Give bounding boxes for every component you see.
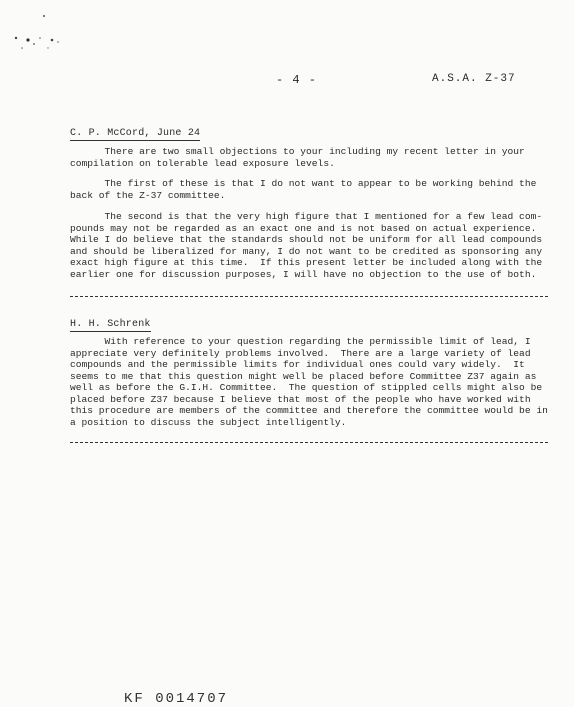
- paragraph-text: With reference to your question regarding the permissible limit of lead, I appreciate very definitely problems involved. There are a large variety of lead compounds and the permissible limits for individual ones could vary widely. It seems to me that this question might well be placed before Committee Z37 again as well as before the G.I.H. Committee. The question of stippled cells might also be placed before Z37 because I believe that most of the people who have worked with this procedure are members of the committee and therefore the committee would be in a position to discuss the subject intelligently.: [70, 336, 548, 428]
- paragraph: [70, 146, 550, 169]
- dashed-divider: [70, 442, 548, 443]
- page-number: - 4 -: [276, 73, 318, 87]
- paragraph-text: The first of these is that I do not want to appear to be working behind the back of the Z-37 committee.: [70, 178, 537, 201]
- scan-specks: [8, 10, 68, 60]
- section-author: H. H. Schrenk: [70, 319, 151, 330]
- document-reference: A.S.A. Z-37: [432, 73, 516, 85]
- paragraph: [70, 211, 550, 280]
- paragraph-text: The second is that the very high figure that I mentioned for a few lead com- pounds may not be regarded as an exact one and is not based on actual experience. While I do believe that the standards should not be uniform for all lead compounds and should be liberalized for many, I do not want to be credited as sponsoring any exact high figure at this time. If this present letter be included along with the earlier one for discussion purposes, I will have no objection to the use of both.: [70, 211, 543, 280]
- document-code: KF 0014707: [124, 691, 229, 707]
- section-schrenk: [70, 313, 550, 332]
- section-author: C. P. McCord, June 24: [70, 128, 201, 139]
- paragraph-text: There are two small objections to your including my recent letter in your compilation on tolerable lead exposure levels.: [70, 146, 525, 169]
- paragraph: [70, 336, 550, 428]
- section-mccord: [70, 122, 550, 141]
- paragraph: [70, 178, 550, 201]
- dashed-divider: [70, 296, 548, 297]
